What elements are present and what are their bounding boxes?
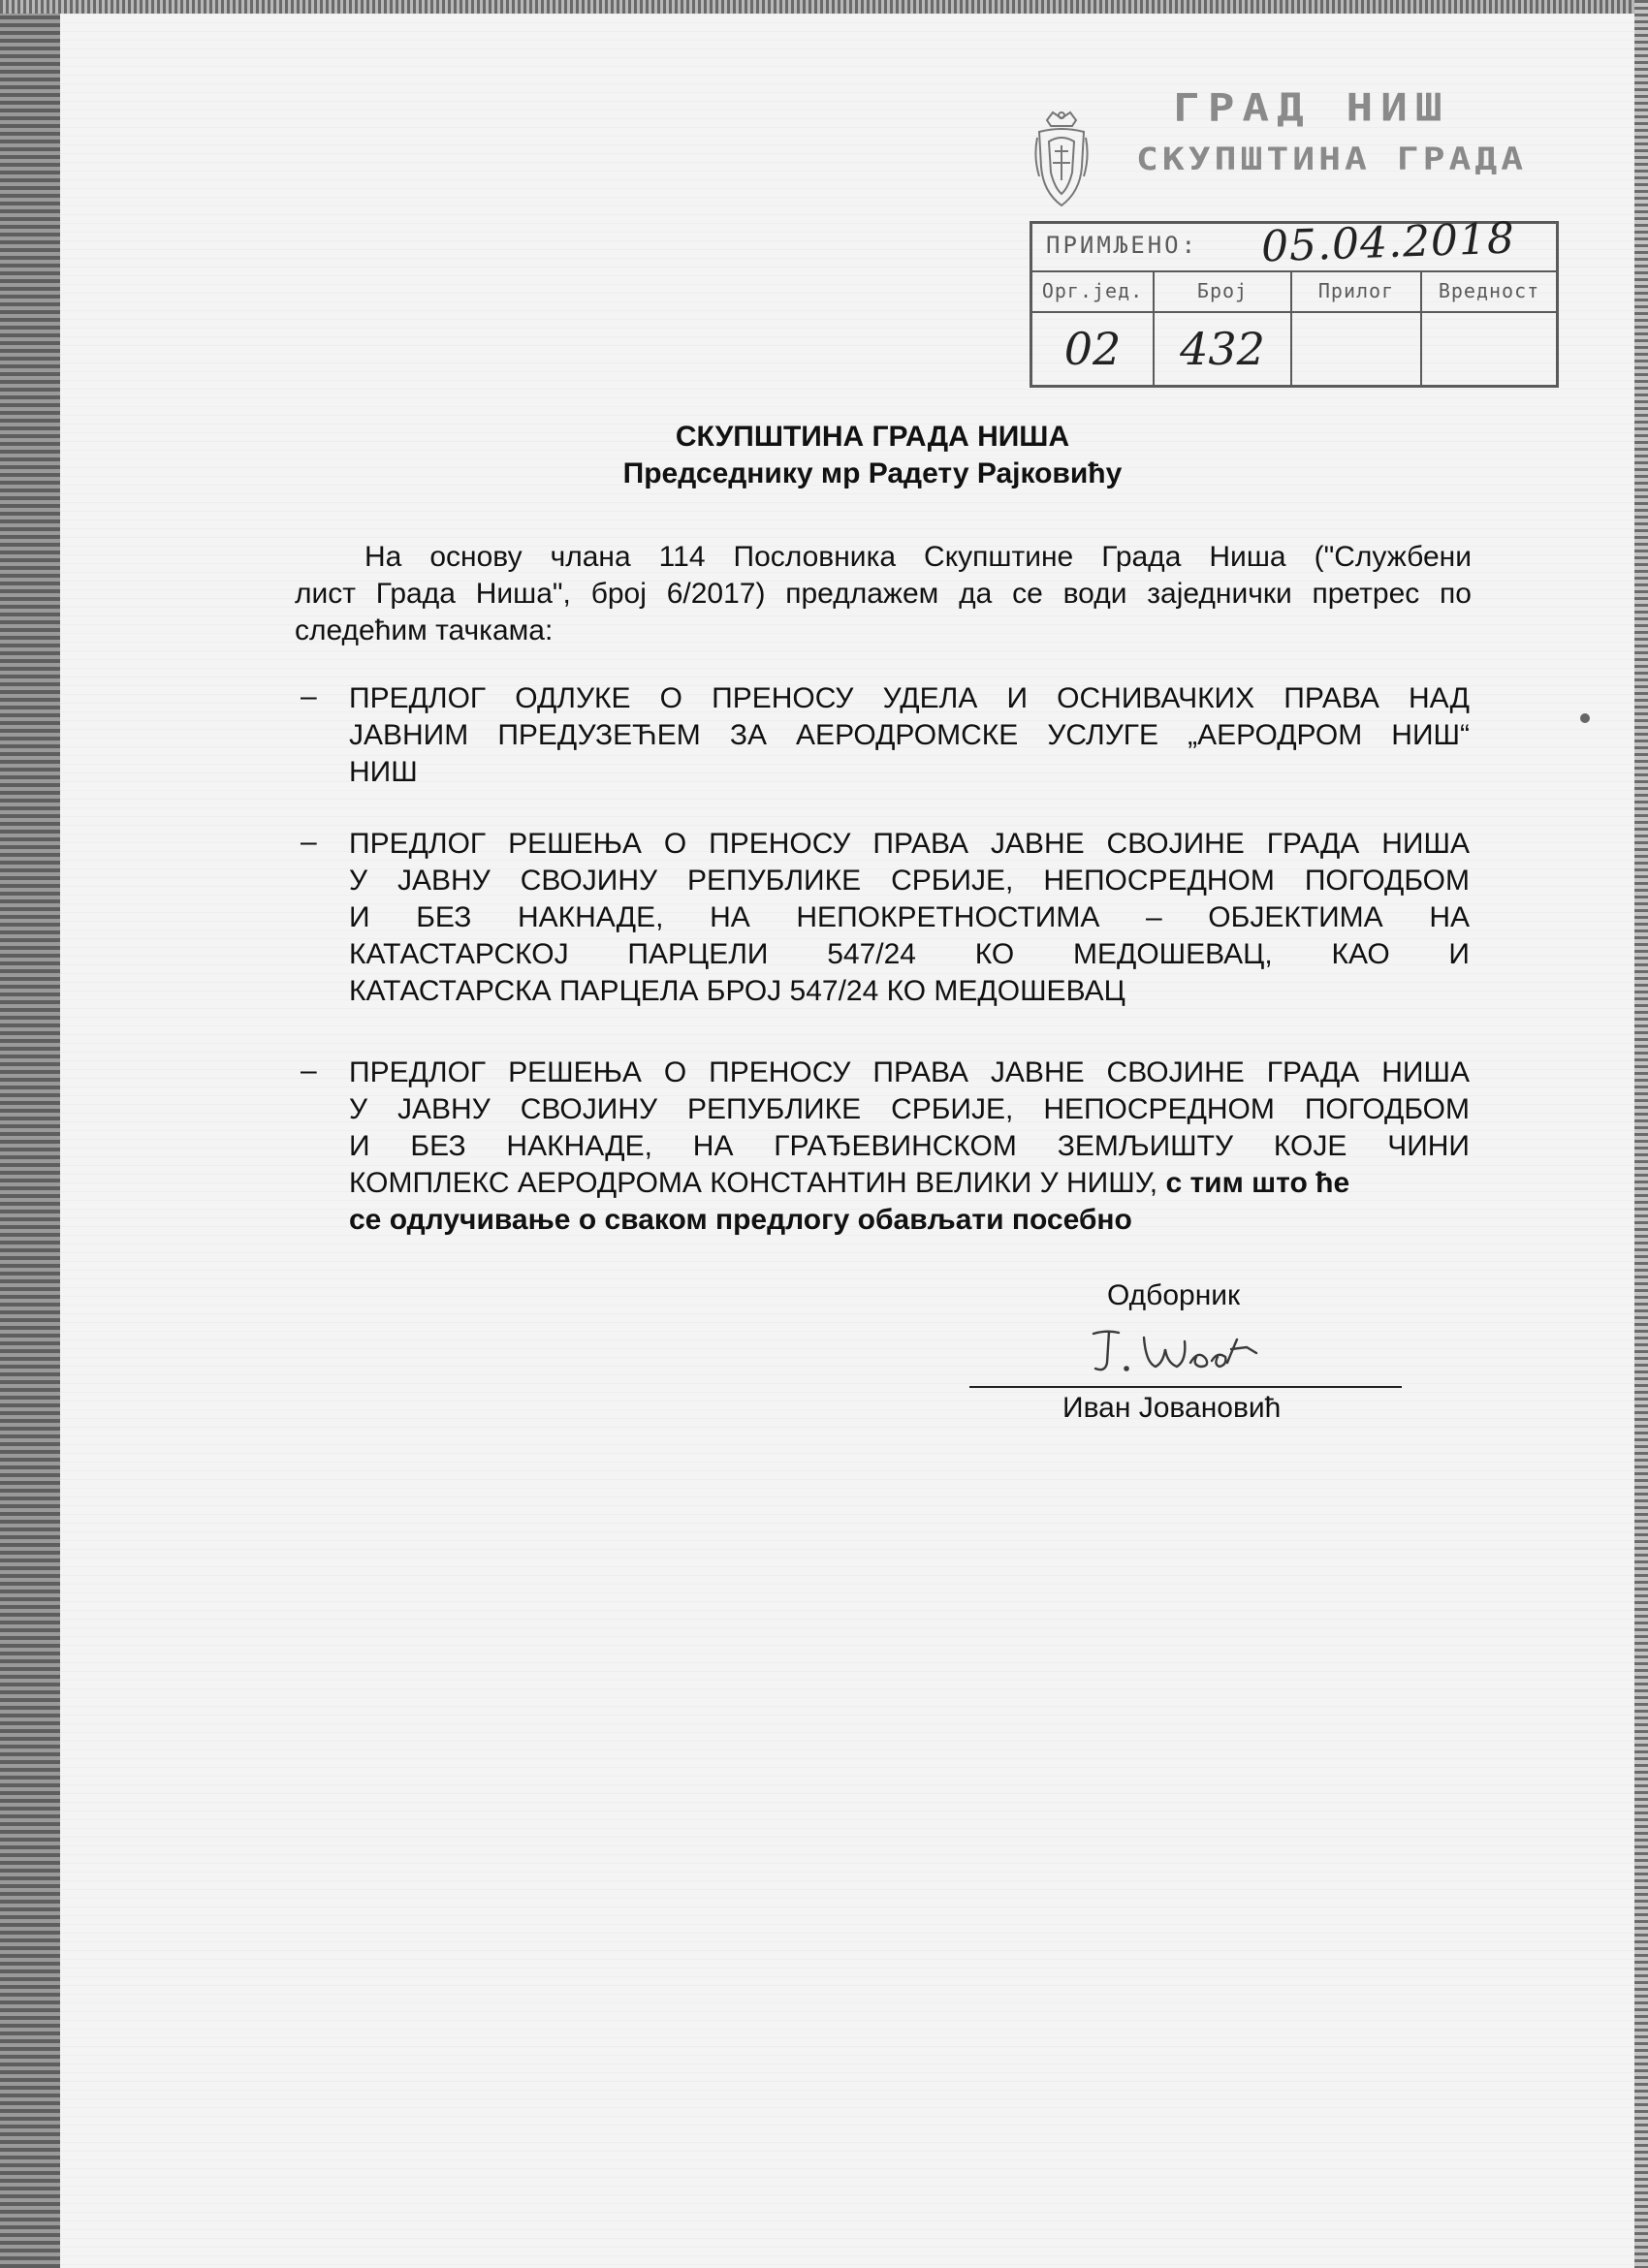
item-3-line-3: И БЕЗ НАКНАДЕ, НА ГРАЂЕВИНСКОМ ЗЕМЉИШТУ КОЈЕ ЧИНИ [349,1130,1470,1162]
item-1-line-2: ЈАВНИМ ПРЕДУЗЕЋЕМ ЗА АЕРОДРОМСКЕ УСЛУГЕ „АЕРОДРОМ НИШ“ [349,719,1470,751]
stamp-cell-header: Орг.јед. [1032,270,1153,313]
item-3-line-1: ПРЕДЛОГ РЕШЕЊА О ПРЕНОСУ ПРАВА ЈАВНЕ СВОЈИНЕ ГРАДА НИША [349,1056,1470,1088]
recipient-addressee: Председнику мр Радету Рајковићу [622,457,1123,489]
scan-top-edge [0,0,1648,14]
stamp-city: ГРАД НИШ [1173,85,1450,130]
handwritten-signature [1086,1324,1270,1382]
list-bullet: – [301,826,317,858]
stamp-cell-value: 02 [1063,323,1122,375]
item-2-line-3: И БЕЗ НАКНАДЕ, НА НЕПОКРЕТНОСТИМА – ОБЈЕКТИМА НА [349,901,1470,933]
item-3-line-2: У ЈАВНУ СВОЈИНУ РЕПУБЛИКЕ СРБИЈЕ, НЕПОСРЕДНОМ ПОГОДБОМ [349,1093,1470,1125]
received-label: ПРИМЉЕНО: [1046,232,1199,259]
stamp-cell-header: Прилог [1292,270,1420,313]
intro-line-1: На основу члана 114 Пословника Скупштине Града Ниша ("Службени [364,541,1472,573]
item-2-line-4: КАТАСТАРСКОЈ ПАРЦЕЛИ 547/24 КО МЕДОШЕВАЦ, КАО И [349,938,1470,970]
received-date: 05.04.2018 [1260,213,1516,272]
item-3-line-4-text: КОМПЛЕКС АЕРОДРОМА КОНСТАНТИН ВЕЛИКИ У НИШУ, [349,1167,1158,1199]
stamp-cell-number [1155,270,1292,385]
intro-line-2: лист Града Ниша", број 6/2017) предлажем да се води заједнички претрес по [295,578,1472,610]
stamp-cell-attachment [1292,270,1422,385]
recipient-title: СКУПШТИНА ГРАДА НИША [675,421,1070,453]
item-3-line-4 [349,1165,1470,1202]
item-2-line-2: У ЈАВНУ СВОЈИНУ РЕПУБЛИКЕ СРБИЈЕ, НЕПОСРЕДНОМ ПОГОДБОМ [349,865,1470,897]
item-2-line-5: КАТАСТАРСКА ПАРЦЕЛА БРОЈ 547/24 КО МЕДОШЕВАЦ [349,975,1125,1007]
signature-line [969,1386,1402,1388]
item-1-line-3: НИШ [349,756,418,788]
stamp-cell-value [1292,313,1420,385]
stamp-cell-header: Вредност [1422,270,1556,313]
item-3-bold-line: се одлучивање о сваком предлогу обављати посебно [349,1204,1132,1236]
signature-title: Одборник [1107,1279,1241,1311]
stamp-cell-value-col [1422,270,1556,385]
stamp-cell-org-unit [1032,270,1155,385]
stamp-office: СКУПШТИНА ГРАДА [1136,141,1528,177]
stamp-cells [1032,270,1556,385]
stamp-cell-header: Број [1155,270,1290,313]
stamp-cell-value [1422,313,1556,385]
item-1-line-1: ПРЕДЛОГ ОДЛУКЕ О ПРЕНОСУ УДЕЛА И ОСНИВАЧКИХ ПРАВА НАД [349,682,1470,714]
coat-of-arms-icon [1033,109,1090,213]
received-stamp [1030,213,1559,388]
received-row [1032,213,1556,272]
item-2-line-1: ПРЕДЛОГ РЕШЕЊА О ПРЕНОСУ ПРАВА ЈАВНЕ СВОЈИНЕ ГРАДА НИША [349,828,1470,860]
scan-right-edge [1634,0,1648,2268]
intro-line-3: следећим тачкама: [295,614,554,646]
list-bullet: – [301,680,317,712]
item-3-bold-tail: с тим што ће [1165,1167,1350,1199]
list-bullet: – [301,1055,317,1087]
stamp-cell-value: 432 [1180,323,1265,375]
scan-speck [1580,713,1590,723]
signer-name: Иван Јовановић [1062,1392,1282,1424]
